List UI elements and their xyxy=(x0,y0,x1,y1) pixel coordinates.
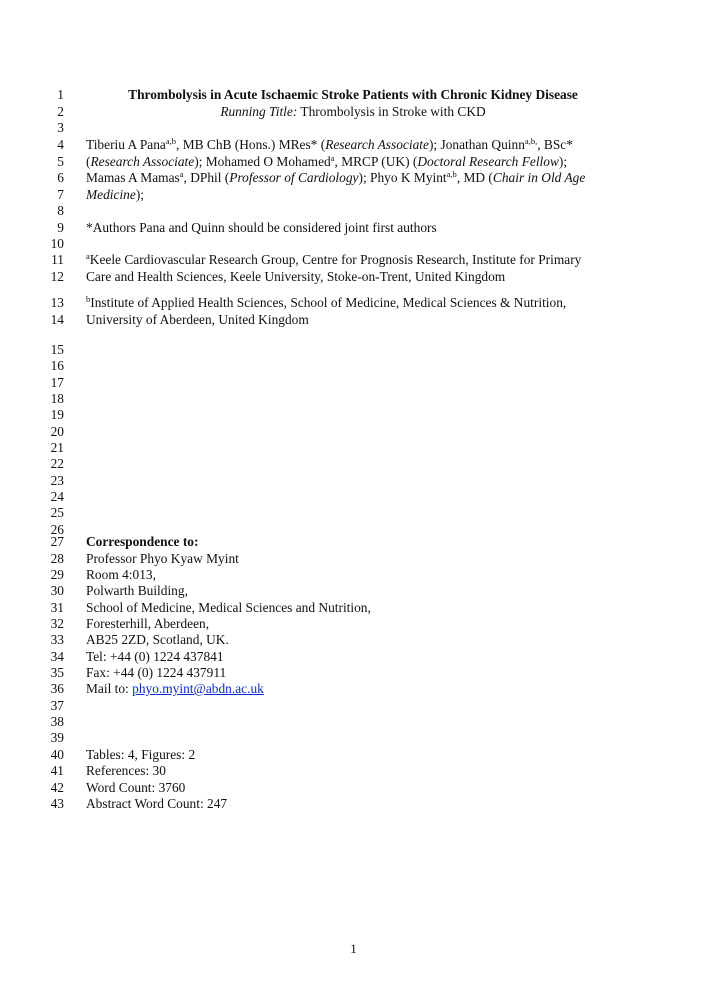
author-mamas-degrees: , DPhil ( xyxy=(183,170,230,185)
authors-line-7 xyxy=(0,186,707,203)
line-number-row xyxy=(0,472,707,489)
line-number: 39 xyxy=(50,730,64,745)
author-mohamed: Mohamed O Mohamed xyxy=(205,154,331,169)
line-number: 5 xyxy=(57,154,64,169)
author-myint-role-cont: Medicine xyxy=(86,187,136,202)
authors-line-5 xyxy=(0,153,707,170)
line-number: 31 xyxy=(50,600,64,615)
email-link[interactable]: phyo.myint@abdn.ac.uk xyxy=(132,681,264,696)
line-number-row xyxy=(0,488,707,505)
line-number: 40 xyxy=(50,747,64,762)
line-number: 37 xyxy=(50,698,64,713)
line-number-row xyxy=(0,729,707,746)
line-number: 9 xyxy=(57,220,64,235)
line-number-row xyxy=(0,504,707,521)
author-sep: ); xyxy=(135,187,145,202)
line-number: 41 xyxy=(50,763,64,778)
line-number-row xyxy=(0,439,707,456)
line-number: 34 xyxy=(50,649,64,664)
author-quinn-sup: a,b, xyxy=(524,136,538,146)
affiliation-b-line2 xyxy=(0,311,707,328)
correspondence-room xyxy=(0,566,707,583)
affiliation-b-sup: b xyxy=(86,294,91,304)
line-number: 15 xyxy=(50,342,64,357)
line-number: 10 xyxy=(50,236,64,251)
line-number: 2 xyxy=(57,104,64,119)
author-mohamed-degrees: , MRCP (UK) ( xyxy=(334,154,418,169)
author-myint-sup: a,b xyxy=(446,169,457,179)
line-number: 8 xyxy=(57,203,64,218)
line-number-row xyxy=(0,697,707,714)
correspondence-postcode xyxy=(0,631,707,648)
affiliation-a-text: Keele Cardiovascular Research Group, Centre for Prognosis Research, Institute for Primary xyxy=(89,252,582,267)
line-number: 35 xyxy=(50,665,64,680)
affiliation-b-line1 xyxy=(0,294,707,311)
author-pana-sup: a,b xyxy=(165,136,177,146)
joint-note-text: *Authors Pana and Quinn should be considered joint first authors xyxy=(86,220,437,235)
correspondence-name xyxy=(0,550,707,567)
line-number: 32 xyxy=(50,616,64,631)
author-mohamed-role: Doctoral Research Fellow xyxy=(417,154,559,169)
line-number: 23 xyxy=(50,473,64,488)
line-number: 38 xyxy=(50,714,64,729)
correspondence-room-text: Room 4:013, xyxy=(86,567,156,582)
line-number-row xyxy=(0,119,707,136)
line-number: 42 xyxy=(50,780,64,795)
paren-open: ( xyxy=(86,154,91,169)
correspondence-fax xyxy=(0,664,707,681)
affiliation-a-line2 xyxy=(0,268,707,285)
line-number-row xyxy=(0,390,707,407)
author-sep: ); xyxy=(558,154,568,169)
line-number: 17 xyxy=(50,375,64,390)
correspondence-place-text: Foresterhill, Aberdeen, xyxy=(86,616,210,631)
author-myint-degrees: , MD ( xyxy=(456,170,493,185)
line-number: 33 xyxy=(50,632,64,647)
line-number-row xyxy=(0,406,707,423)
affiliation-a-line1 xyxy=(0,251,707,268)
tables-figures-text: Tables: 4, Figures: 2 xyxy=(86,747,196,762)
correspondence-building xyxy=(0,582,707,599)
author-pana: Tiberiu A Pana xyxy=(86,137,166,152)
page-number: 1 xyxy=(350,941,357,956)
line-number: 29 xyxy=(50,567,64,582)
authors-line-6 xyxy=(0,169,707,186)
correspondence-heading xyxy=(0,533,707,550)
line-number: 30 xyxy=(50,583,64,598)
correspondence-tel xyxy=(0,648,707,665)
line-number: 12 xyxy=(50,269,64,284)
line-number: 4 xyxy=(57,137,64,152)
correspondence-heading-text: Correspondence to: xyxy=(86,534,199,549)
affiliation-b-text: Institute of Applied Health Sciences, School of Medicine, Medical Sciences & Nutrition, xyxy=(90,295,567,310)
correspondence-school xyxy=(0,599,707,616)
author-quinn: Jonathan Quinn xyxy=(440,137,525,152)
author-quinn-role: Research Associate xyxy=(90,154,195,169)
affiliation-a-text-cont: Care and Health Sciences, Keele University, Stoke-on-Trent, United Kingdom xyxy=(86,269,506,284)
authors-line-4 xyxy=(0,136,707,153)
line-number: 16 xyxy=(50,358,64,373)
correspondence-school-text: School of Medicine, Medical Sciences and Nutrition, xyxy=(86,600,371,615)
correspondence-postcode-text: AB25 2ZD, Scotland, UK. xyxy=(86,632,229,647)
line-number: 19 xyxy=(50,407,64,422)
author-mamas-role: Professor of Cardiology xyxy=(229,170,359,185)
line-number: 20 xyxy=(50,424,64,439)
line-number-row xyxy=(0,202,707,219)
joint-author-note xyxy=(0,219,707,236)
correspondence-place xyxy=(0,615,707,632)
word-count xyxy=(0,779,707,796)
author-pana-degrees: , MB ChB (Hons.) MRes* ( xyxy=(176,137,326,152)
correspondence-fax-text: Fax: +44 (0) 1224 437911 xyxy=(86,665,227,680)
references-text: References: 30 xyxy=(86,763,166,778)
line-number: 13 xyxy=(50,295,64,310)
line-number: 18 xyxy=(50,391,64,406)
line-number: 36 xyxy=(50,681,64,696)
correspondence-name-text: Professor Phyo Kyaw Myint xyxy=(86,551,239,566)
line-number-row xyxy=(0,423,707,440)
running-title-line xyxy=(0,103,707,120)
line-number: 6 xyxy=(57,170,64,185)
line-number: 27 xyxy=(50,534,64,549)
author-mamas: Mamas A Mamas xyxy=(86,170,180,185)
line-number: 25 xyxy=(50,505,64,520)
author-mamas-sup: a xyxy=(179,169,184,179)
running-title-label: Running Title: xyxy=(220,104,298,119)
running-title-text: Thrombolysis in Stroke with CKD xyxy=(297,104,486,119)
abstract-word-count xyxy=(0,795,707,812)
line-number-row xyxy=(0,374,707,391)
author-sep: ); xyxy=(428,137,441,152)
line-number-row xyxy=(0,341,707,358)
line-number: 43 xyxy=(50,796,64,811)
line-number: 7 xyxy=(57,187,64,202)
paper-title: Thrombolysis in Acute Ischaemic Stroke Patients with Chronic Kidney Disease xyxy=(128,87,578,102)
author-sep: ); xyxy=(194,154,206,169)
correspondence-tel-text: Tel: +44 (0) 1224 437841 xyxy=(86,649,224,664)
line-number: 22 xyxy=(50,456,64,471)
line-number: 24 xyxy=(50,489,64,504)
line-number: 21 xyxy=(50,440,64,455)
line-number: 3 xyxy=(57,120,64,135)
line-number-row xyxy=(0,357,707,374)
affiliation-a-sup: a xyxy=(86,251,90,261)
mail-label: Mail to: xyxy=(86,681,133,696)
correspondence-building-text: Polwarth Building, xyxy=(86,583,188,598)
affiliation-b-text-cont: University of Aberdeen, United Kingdom xyxy=(86,312,309,327)
line-number: 28 xyxy=(50,551,64,566)
abstract-word-count-text: Abstract Word Count: 247 xyxy=(86,796,228,811)
line-number: 14 xyxy=(50,312,64,327)
line-number-row xyxy=(0,455,707,472)
author-sep: ); xyxy=(358,170,371,185)
author-myint-role: Chair in Old Age xyxy=(492,170,586,185)
author-pana-role: Research Associate xyxy=(325,137,429,152)
word-count-text: Word Count: 3760 xyxy=(86,780,186,795)
tables-figures-count xyxy=(0,746,707,763)
author-myint: Phyo K Myint xyxy=(370,170,447,185)
references-count xyxy=(0,762,707,779)
correspondence-mail xyxy=(0,680,707,697)
line-number: 11 xyxy=(51,252,64,267)
line-number-row xyxy=(0,713,707,730)
title-line xyxy=(0,86,707,103)
line-number: 26 xyxy=(50,522,64,537)
line-number-row xyxy=(0,235,707,252)
author-quinn-degrees: , BSc* xyxy=(537,137,573,152)
author-mohamed-sup: a xyxy=(330,153,335,163)
line-number: 1 xyxy=(57,87,64,102)
